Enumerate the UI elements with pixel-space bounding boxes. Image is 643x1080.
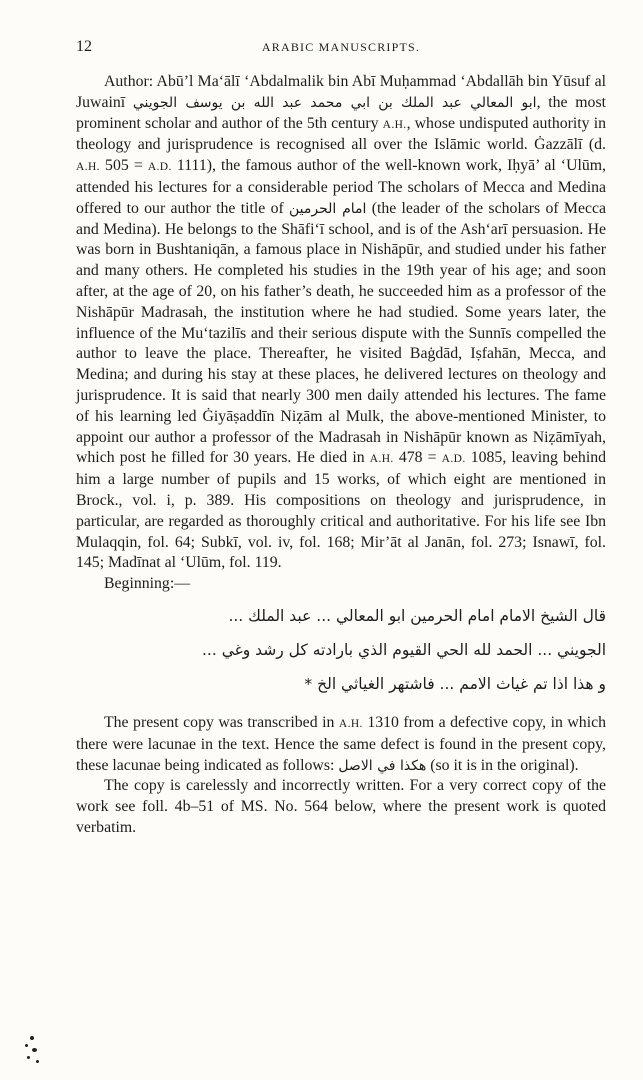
arabic-line: و هذا اذا تم غياث الامم ... فاشتهر الغياثي الخ * — [304, 674, 606, 693]
text-run: 1310 from a defective copy, in which there were lacunae in the text. Hence the same defect is found in the present copy, these lacunae being indicated as follows: — [76, 713, 606, 774]
ink-speck — [27, 1056, 30, 1059]
beginning-label: Beginning:— — [104, 575, 191, 593]
author-paragraph — [76, 72, 606, 574]
text-run: The present copy was transcribed in — [104, 713, 339, 731]
page-number: 12 — [76, 38, 92, 55]
text-run: Author: Abū’l Ma‘ālī ‘Abdalmalik bin Abī Muḥammad ‘Abdallāh bin Yūsuf al Juwainī — [76, 73, 606, 111]
text-run: (so it is in the original). — [426, 756, 579, 774]
text-run: (the leader of the scholars of Mecca and Medina). He belongs to the Shāfi‘ī school, and is of the Ash‘arī persuasion. He was born in Bushtaniqān, a famous place in Nishāpūr, and studied under his father and many others. He completed his studies in the 19th year of his age; and soon after, at the age of 20, on his father’s death, he succeeded him as a professor of the Nishāpūr Madrasah, the institution where he had studied. Some years later, the influence of the Mu‘tazilīs and their serious dispute with the Sunnīs compelled the author to leave the place. Thereafter, he visited Baġdād, Iṣfahān, Mecca, and Medina; and during his stay at these places, he delivered lectures on theology and jurisprudence. It is said that nearly 300 men daily attended his lectures. The fame of his learning led Ġiyāṣaddīn Niẓām al Mulk, the above-mentioned Minister, to appoint our author a professor of the Madrasah in Nishāpūr known as Niẓāmīyah, which post he filled for 30 years. He died in — [76, 199, 606, 467]
ink-speck — [36, 1060, 39, 1063]
ink-speck — [32, 1048, 37, 1052]
era-abbrev: A.H. — [369, 453, 394, 466]
text-run: 1111), the famous author of the well-known work, Iḥyā’ al ‘Ulūm, attended his lectures for a considerable period The scholars of Mecca and Medina offered to our author the title of — [76, 157, 606, 217]
copy-quality-paragraph: The copy is carelessly and incorrectly written. For a very correct copy of the work see foll. 4b–51 of MS. No. 564 below, where the present work is quoted verbatim. — [76, 777, 606, 836]
arabic-author-name: ابو المعالي عبد الملك بن ابي محمد عبد الله بن يوسف الجويني — [132, 94, 537, 111]
era-abbrev: A.D. — [147, 161, 172, 174]
page-header — [76, 38, 606, 58]
body-text — [76, 72, 606, 839]
running-head: ARABIC MANUSCRIPTS. — [261, 40, 421, 54]
arabic-line: قال الشيخ الامام امام الحرمين ابو المعالي ... عبد الملك ... — [228, 606, 606, 625]
arabic-line: الجويني ... الحمد لله الحي القيوم الذي بارادته كل رشد وغي ... — [202, 640, 606, 659]
era-abbrev: A.H. — [76, 161, 100, 174]
ink-speck — [25, 1044, 28, 1047]
era-abbrev: A.H. — [338, 717, 363, 730]
text-run: , whose undisputed authority in theology and jurisprudence is recognised all over the Islāmic world. Ġazzālī (d. — [76, 114, 606, 154]
era-abbrev: A.D. — [441, 453, 466, 466]
copy-note-paragraph — [76, 713, 606, 776]
arabic-lacuna-marker: هكذا في الاصل — [338, 757, 427, 774]
ink-specks-decoration — [22, 1032, 46, 1072]
ink-speck — [30, 1036, 34, 1040]
era-abbrev: A.H. — [382, 118, 407, 131]
text-run: 478 = — [393, 449, 442, 467]
arabic-incipit — [76, 599, 606, 701]
arabic-title: امام الحرمين — [289, 200, 367, 217]
text-run: , the most prominent scholar and author of the 5th century — [76, 93, 606, 132]
text-run: 505 = — [99, 157, 148, 175]
text-run: 1085, leaving behind him a large number of pupils and 15 works, of which eight are mentioned in Brock., vol. i, p. 389. His compositions on theology and jurisprudence, in particular, are regarded as thoroughly critical and authoritative. For his life see Ibn Mulaqqin, fol. 64; Subkī, vol. iv, fol. 168; Mir’āt al Janān, fol. 273; Isnawī, fol. 145; Madīnat al ‘Ulūm, fol. 119. — [76, 449, 607, 572]
